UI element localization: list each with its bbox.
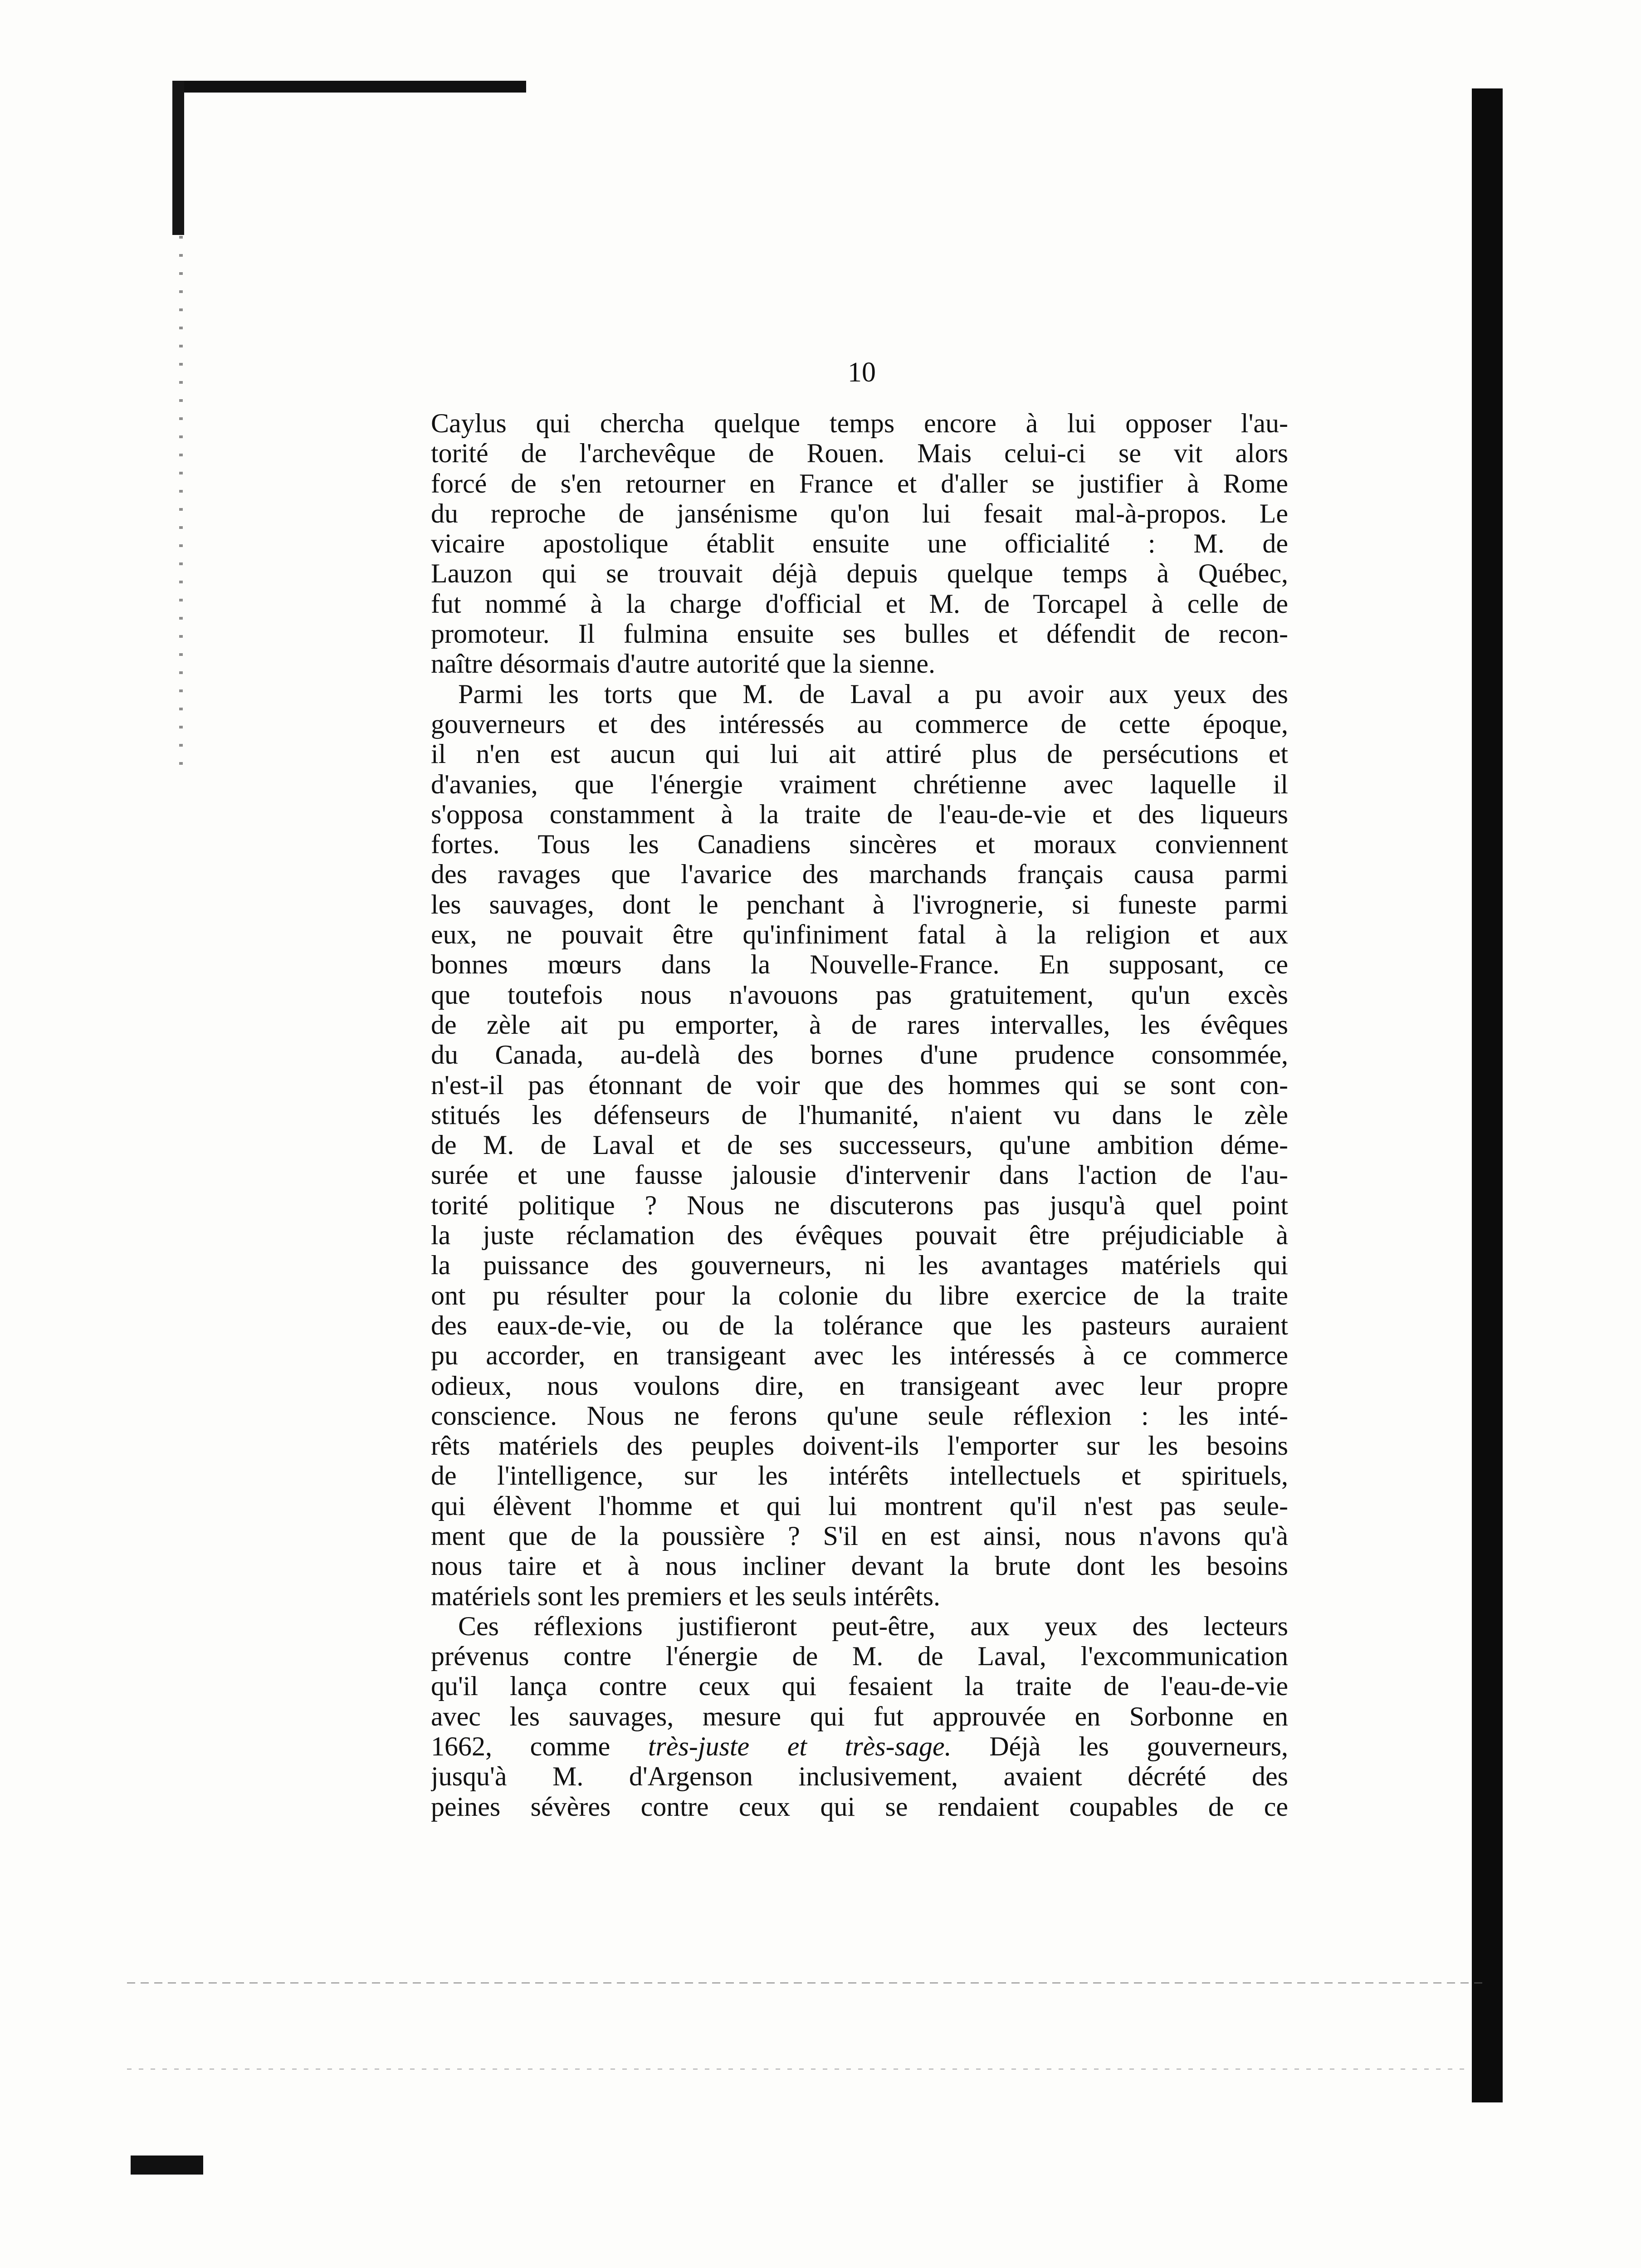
text-line: d'avanies, que l'énergie vraiment chrétienne avec laquelle il [431, 769, 1288, 799]
text-line: rêts matériels des peuples doivent-ils l'emporter sur les besoins [431, 1431, 1288, 1461]
text-line: qu'il lança contre ceux qui fesaient la traite de l'eau-de-vie [431, 1671, 1288, 1701]
text-line: prévenus contre l'énergie de M. de Laval, l'excommunication [431, 1641, 1288, 1672]
text-line: matériels sont les premiers et les seuls intérêts. [431, 1581, 941, 1611]
text-line: n'est-il pas étonnant de voir que des hommes qui se sont con- [431, 1070, 1288, 1100]
text-line: odieux, nous voulons dire, en transigeant avec leur propre [431, 1370, 1288, 1401]
text-line: s'opposa constamment à la traite de l'eau-de-vie et des liqueurs [431, 799, 1288, 829]
text-line: ment que de la poussière ? S'il en est ainsi, nous n'avons qu'à [431, 1520, 1288, 1551]
text-line: des ravages que l'avarice des marchands français causa parmi [431, 859, 1288, 890]
text-line: que toutefois nous n'avouons pas gratuitement, qu'un excès [431, 979, 1288, 1010]
text-line: jusqu'à M. d'Argenson inclusivement, avaient décrété des [431, 1761, 1288, 1792]
scan-noise-left [179, 236, 183, 780]
text-line: Ces réflexions justifieront peut-être, aux yeux des lecteurs [458, 1611, 1288, 1641]
text-line: de l'intelligence, sur les intérêts intellectuels et spirituels, [431, 1461, 1288, 1491]
text-line: pu accorder, en transigeant avec les intéressés à ce commerce [431, 1340, 1288, 1371]
scan-noise-bottom-2 [127, 2068, 1465, 2070]
text-line: avec les sauvages, mesure qui fut approuvée en Sorbonne en [431, 1701, 1288, 1731]
scan-noise-bottom [127, 1982, 1488, 1984]
page-number: 10 [848, 357, 876, 388]
text-line: la juste réclamation des évêques pouvait être préjudiciable à [431, 1220, 1288, 1251]
text-line: des eaux-de-vie, ou de la tolérance que les pasteurs auraient [431, 1310, 1288, 1340]
text-run: Déjà les gouverneurs, [951, 1731, 1288, 1762]
text-line: de M. de Laval et de ses successeurs, qu'une ambition déme- [431, 1130, 1288, 1160]
text-line: du Canada, au-delà des bornes d'une prudence consommée, [431, 1040, 1288, 1070]
text-line: gouverneurs et des intéressés au commerce de cette époque, [431, 709, 1288, 739]
text-line: peines sévères contre ceux qui se rendaient coupables de ce [431, 1791, 1288, 1822]
scan-border-top [172, 81, 526, 93]
scan-mark-bottom-left [131, 2156, 203, 2175]
scan-border-right [1472, 88, 1503, 2102]
paragraph-3 [431, 1611, 1288, 1822]
text-line: nous taire et à nous incliner devant la brute dont les besoins [431, 1551, 1288, 1581]
text-line: les sauvages, dont le penchant à l'ivrognerie, si funeste parmi [431, 889, 1288, 919]
text-line: bonnes mœurs dans la Nouvelle-France. En supposant, ce [431, 949, 1288, 980]
text-line: forcé de s'en retourner en France et d'aller se justifier à Rome [431, 468, 1288, 499]
text-line: conscience. Nous ne ferons qu'une seule réflexion : les inté- [431, 1400, 1288, 1431]
text-line: vicaire apostolique établit ensuite une officialité : M. de [431, 528, 1288, 559]
text-line: torité de l'archevêque de Rouen. Mais celui-ci se vit alors [431, 438, 1288, 469]
text-line: fortes. Tous les Canadiens sincères et moraux conviennent [431, 829, 1288, 860]
text-line: stitués les défenseurs de l'humanité, n'aient vu dans le zèle [431, 1100, 1288, 1130]
text-line: ont pu résulter pour la colonie du libre exercice de la traite [431, 1280, 1288, 1310]
text-line: de zèle ait pu emporter, à de rares intervalles, les évêques [431, 1009, 1288, 1040]
text-line: eux, ne pouvait être qu'infiniment fatal à la religion et aux [431, 919, 1288, 950]
text-line: Lauzon qui se trouvait déjà depuis quelque temps à Québec, [431, 558, 1288, 589]
text-line: naître désormais d'autre autorité que la sienne. [431, 649, 936, 679]
text-line: qui élèvent l'homme et qui lui montrent qu'il n'est pas seule- [431, 1491, 1288, 1521]
scan-border-left [172, 81, 184, 235]
text-line: Caylus qui chercha quelque temps encore à lui opposer l'au- [431, 408, 1288, 438]
text-line: Parmi les torts que M. de Laval a pu avoir aux yeux des [458, 679, 1288, 709]
text-line: surée et une fausse jalousie d'intervenir dans l'action de l'au- [431, 1160, 1288, 1190]
italic-phrase: très-juste et très-sage. [648, 1731, 952, 1762]
text-line: torité politique ? Nous ne discuterons pas jusqu'à quel point [431, 1190, 1288, 1220]
paragraph-2 [431, 679, 1288, 1611]
text-run: 1662, comme [431, 1731, 648, 1762]
text-line: fut nommé à la charge d'official et M. de Torcapel à celle de [431, 588, 1288, 619]
text-line: du reproche de jansénisme qu'on lui fesait mal-à-propos. Le [431, 498, 1288, 528]
text-line: la puissance des gouverneurs, ni les avantages matériels qui [431, 1250, 1288, 1281]
text-line-with-italic [431, 1731, 1288, 1761]
text-line: il n'en est aucun qui lui ait attiré plus de persécutions et [431, 739, 1288, 769]
paragraph-1 [431, 408, 1288, 679]
body-text [431, 408, 1288, 1822]
text-line: promoteur. Il fulmina ensuite ses bulles et défendit de recon- [431, 619, 1288, 649]
